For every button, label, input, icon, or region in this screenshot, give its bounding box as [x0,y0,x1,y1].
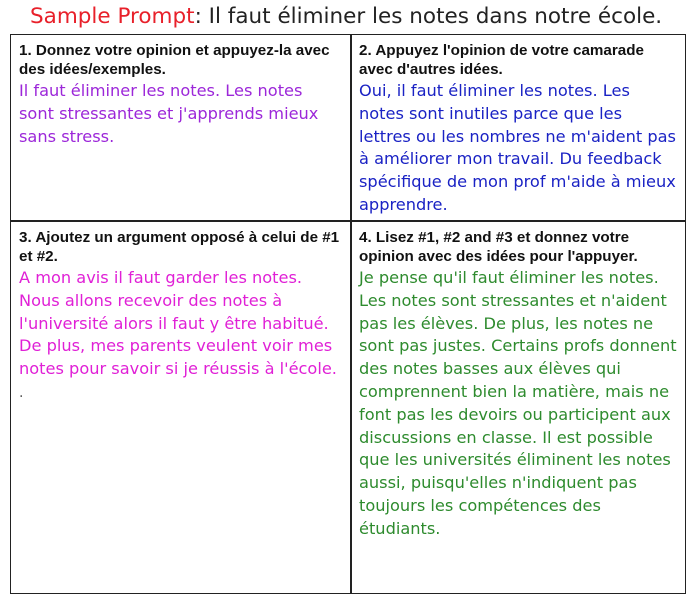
answer-3: A mon avis il faut garder les notes. Nous allons recevoir des notes à l'université alors il faut y être habitué. De plus, mes parents veulent voir mes notes pour savoir si je réussis à l'école. [19,268,337,379]
answer-4: Je pense qu'il faut éliminer les notes. Les notes sont stressantes et n'aident pas les élèves. De plus, les notes ne sont pas justes. Certains profs donnent des notes basses aux élèves qui comprennent bien la matière, mais ne font pas les devoirs ou participent aux discussions en classe. Il est possible que les universités éliminent les notes aussi, puisqu'elles n'indiquent pas toujours les compétences des étudiants. [359,268,677,538]
answer-3-extra: . [19,384,24,401]
question-2: 2. Appuyez l'opinion de votre camarade avec d'autres idées. [359,42,644,78]
cell-2 [351,35,685,217]
cell-4 [351,222,685,541]
cell-3 [11,222,350,401]
answer-2: Oui, il faut éliminer les notes. Les notes sont inutiles parce que les lettres ou les nombres ne m'aident pas à améliorer mon travail. Du feedback spécifique de mon prof m'aide à mieux apprendre. [359,81,676,214]
answer-1: Il faut éliminer les notes. Les notes sont stressantes et j'apprends mieux sans stress. [19,81,319,146]
cell-1 [11,35,350,148]
question-4: 4. Lisez #1, #2 and #3 et donnez votre opinion avec des idées pour l'appuyer. [359,229,638,265]
question-3: 3. Ajoutez un argument opposé à celui de #1 et #2. [19,229,340,265]
page-title [30,4,662,30]
response-grid [10,34,686,594]
title-text: : Il faut éliminer les notes dans notre école. [194,4,663,29]
question-1: 1. Donnez votre opinion et appuyez-la avec des idées/exemples. [19,42,330,78]
title-label: Sample Prompt [30,4,195,29]
